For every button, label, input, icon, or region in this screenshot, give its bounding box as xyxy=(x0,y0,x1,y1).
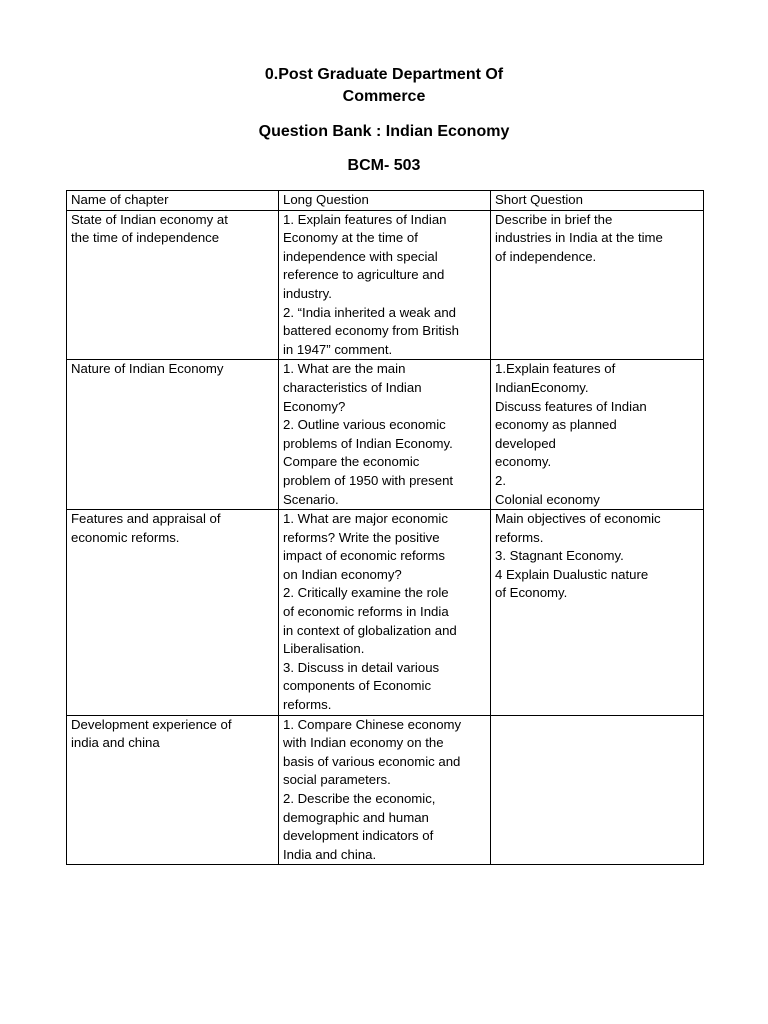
cell-text-line: State of Indian economy at xyxy=(71,211,228,227)
cell-text-line: problems of Indian Economy. xyxy=(283,435,453,451)
chapter-cell xyxy=(67,360,279,510)
cell-text-line: india and china xyxy=(71,735,160,751)
cell-text-line: in 1947” comment. xyxy=(283,341,393,357)
cell-text-line: development indicators of xyxy=(283,828,434,844)
cell-text-line: 1. Explain features of Indian xyxy=(283,211,447,227)
cell-text-line: Liberalisation. xyxy=(283,641,365,657)
cell-text-line: 2. xyxy=(495,472,506,488)
cell-text-line: of Economy. xyxy=(495,585,568,601)
cell-text-line: India and china. xyxy=(283,846,377,862)
cell-text-line: 3. Stagnant Economy. xyxy=(495,548,624,564)
short-question-cell xyxy=(491,360,704,510)
cell-text-line: Scenario. xyxy=(283,491,339,507)
department-title-line2: Commerce xyxy=(342,88,426,105)
cell-text-line: Discuss features of Indian xyxy=(495,398,647,414)
cell-text-line: 1. Compare Chinese economy xyxy=(283,716,462,732)
chapter-cell xyxy=(67,510,279,716)
cell-text-line: impact of economic reforms xyxy=(283,548,445,564)
cell-text-line: Economy at the time of xyxy=(283,230,418,246)
cell-text-line: economic reforms. xyxy=(71,529,180,545)
cell-text-line: independence with special xyxy=(283,248,438,264)
course-code: BCM- 503 xyxy=(347,157,421,174)
cell-text-line: 2. Outline various economic xyxy=(283,417,446,433)
cell-text-line: Nature of Indian Economy xyxy=(71,361,224,377)
column-header-chapter: Name of chapter xyxy=(67,191,279,211)
cell-text-line: 4 Explain Dualustic nature xyxy=(495,566,649,582)
table-row xyxy=(67,210,704,360)
long-question-cell xyxy=(279,360,491,510)
cell-text-line: basis of various economic and xyxy=(283,753,461,769)
cell-text-line: characteristics of Indian xyxy=(283,379,422,395)
cell-text-line: 1.Explain features of xyxy=(495,361,616,377)
short-question-cell xyxy=(491,510,704,716)
long-question-cell xyxy=(279,210,491,360)
short-question-cell xyxy=(491,715,704,865)
cell-text-line: battered economy from British xyxy=(283,323,459,339)
long-question-cell xyxy=(279,510,491,716)
cell-text-line: industry. xyxy=(283,285,332,301)
cell-text-line: in context of globalization and xyxy=(283,622,457,638)
cell-text-line: social parameters. xyxy=(283,772,391,788)
table-header-row xyxy=(67,191,704,211)
cell-text-line: 1. What are the main xyxy=(283,361,406,377)
cell-text-line: components of Economic xyxy=(283,678,432,694)
column-header-long-question: Long Question xyxy=(279,191,491,211)
cell-text-line: 2. Describe the economic, xyxy=(283,791,436,806)
cell-text-line: of independence. xyxy=(495,248,597,264)
cell-text-line: problem of 1950 with present xyxy=(283,472,454,488)
cell-text-line: 2. Critically examine the role xyxy=(283,585,449,601)
cell-text-line: with Indian economy on the xyxy=(283,735,444,751)
table-row xyxy=(67,360,704,510)
cell-text-line: economy. xyxy=(495,454,552,470)
cell-text-line: reforms. xyxy=(283,697,332,713)
cell-text-line: Describe in brief the xyxy=(495,211,613,227)
cell-text-line: Economy? xyxy=(283,398,346,414)
table-row xyxy=(67,715,704,865)
table-body xyxy=(67,210,704,865)
long-question-cell xyxy=(279,715,491,865)
cell-text-line: on Indian economy? xyxy=(283,566,402,582)
cell-text-line: demographic and human xyxy=(283,809,429,825)
cell-text-line: 3. Discuss in detail various xyxy=(283,659,440,675)
question-table xyxy=(66,190,704,865)
question-bank-title: Question Bank : Indian Economy xyxy=(258,123,510,140)
cell-text-line: 2. “India inherited a weak and xyxy=(283,304,457,320)
chapter-cell xyxy=(67,715,279,865)
cell-text-line: reference to agriculture and xyxy=(283,267,445,283)
cell-text-line: industries in India at the time xyxy=(495,230,663,246)
cell-text-line: economy as planned xyxy=(495,417,617,433)
cell-text-line: Development experience of xyxy=(71,716,232,732)
chapter-cell xyxy=(67,210,279,360)
cell-text-line: reforms? Write the positive xyxy=(283,529,440,545)
column-header-short-question: Short Question xyxy=(491,191,704,211)
cell-text-line: developed xyxy=(495,435,556,451)
cell-text-line: reforms. xyxy=(495,529,544,545)
cell-text-line: Features and appraisal of xyxy=(71,511,221,527)
cell-text-line: Compare the economic xyxy=(283,454,420,470)
cell-text-line: Colonial economy xyxy=(495,491,600,507)
department-title-line1: 0.Post Graduate Department Of xyxy=(264,66,504,83)
cell-text-line: 1. What are major economic xyxy=(283,511,448,527)
cell-text-line: of economic reforms in India xyxy=(283,604,449,620)
table-row xyxy=(67,510,704,716)
cell-text-line: Main objectives of economic xyxy=(495,511,661,527)
cell-text-line: the time of independence xyxy=(71,230,220,246)
short-question-cell xyxy=(491,210,704,360)
cell-text-line: IndianEconomy. xyxy=(495,379,589,395)
department-title xyxy=(0,64,768,108)
